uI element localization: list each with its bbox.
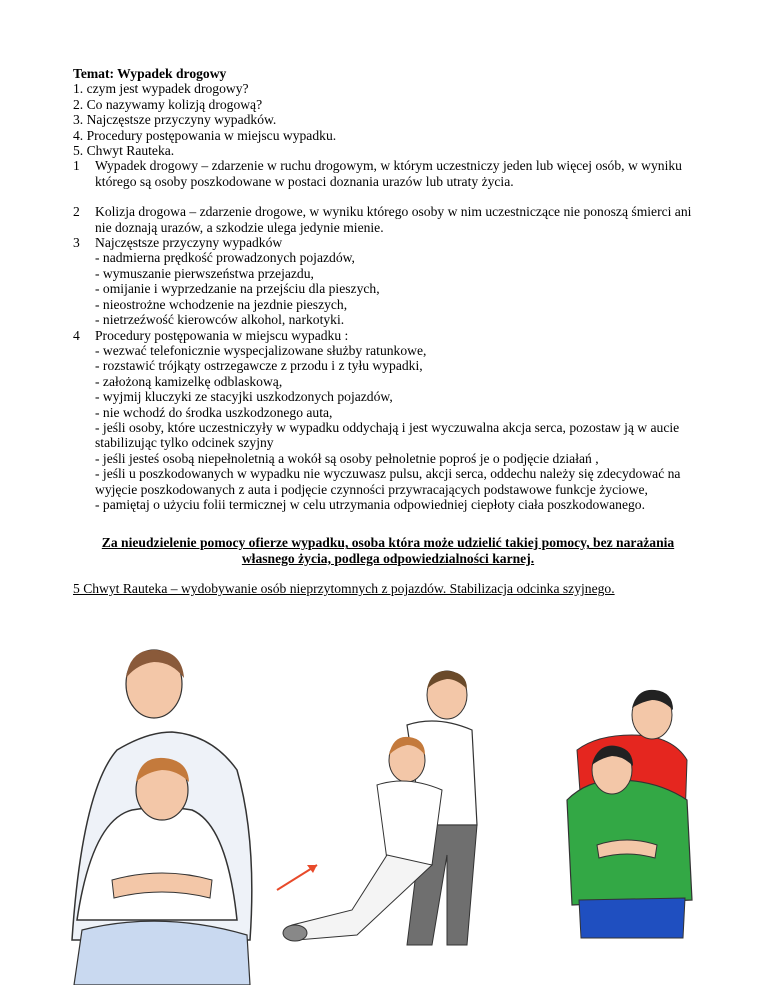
definition-text: Wypadek drogowy – zdarzenie w ruchu drogowym, w którym uczestniczy jeden lub więcej osób, w wyniku którego są osoby poszkodowane w postaci doznania urazów lub utraty życia.	[95, 158, 682, 189]
item-number: 1	[73, 158, 80, 174]
causes-section	[73, 235, 703, 327]
list-item: - nie wchodź do środka uszkodzonego auta,	[95, 404, 333, 420]
list-item: - jeśli u poszkodowanych w wypadku nie wyczuwasz pulsu, akcji serca, oddechu należy się zdecydować na wyjęcie poszkodowanych z auta i podjęcie czynności przywracających podstawowe funkcje życiowe,	[95, 466, 681, 497]
list-item: - rozstawić trójkąty ostrzegawcze z przodu i z tyłu wypadki,	[95, 358, 423, 374]
toc-item: 3. Najczęstsze przyczyny wypadków.	[73, 112, 277, 128]
procedures-section	[73, 328, 703, 513]
neck-stabilization-illustration	[557, 680, 702, 940]
rautek-illustrations	[62, 640, 702, 990]
toc-list	[73, 81, 703, 158]
toc-item: 1. czym jest wypadek drogowy?	[73, 81, 249, 97]
legal-notice: Za nieudzielenie pomocy ofierze wypadku, osoba która może udzielić takiej pomocy, bez narażania własnego życia, podlega odpowiedzialności karnej.	[101, 535, 675, 566]
item-number: 3	[73, 235, 80, 251]
toc-item: 5. Chwyt Rauteka.	[73, 143, 175, 159]
document-body	[73, 66, 703, 597]
list-item: - pamiętaj o użyciu folii termicznej w celu utrzymania odpowiedniej ciepłoty ciała poszkodowanego.	[95, 496, 645, 512]
procedures-heading: Procedury postępowania w miejscu wypadku :	[95, 327, 349, 343]
toc-item: 2. Co nazywamy kolizją drogową?	[73, 96, 263, 112]
causes-heading: Najczęstsze przyczyny wypadków	[95, 235, 283, 251]
item-number: 4	[73, 327, 80, 343]
rautek-grip-illustration	[62, 640, 262, 985]
rautek-section-heading: 5 Chwyt Rauteka – wydobywanie osób nieprzytomnych z pojazdów. Stabilizacja odcinka szyjnego.	[73, 581, 615, 597]
item-number: 2	[73, 204, 80, 220]
definition-collision	[73, 204, 703, 235]
list-item: - wezwać telefonicznie wyspecjalizowane służby ratunkowe,	[95, 342, 427, 358]
definition-text: Kolizja drogowa – zdarzenie drogowe, w wyniku którego osoby w nim uczestniczące nie ponoszą śmierci ani nie doznają urazów, a szkodzie ulega jedynie mienie.	[95, 204, 692, 235]
list-item: - nadmierna prędkość prowadzonych pojazdów,	[95, 250, 355, 266]
list-item: - wyjmij kluczyki ze stacyjki uszkodzonych pojazdów,	[95, 389, 393, 405]
list-item: - jeśli jesteś osobą niepełnoletnią a wokół są osoby pełnoletnie poproś je o podjęcie działań ,	[95, 450, 599, 466]
definition-accident	[73, 158, 703, 189]
document-title: Temat: Wypadek drogowy	[73, 66, 227, 81]
list-item: - nieostrożne wchodzenie na jezdnie pieszych,	[95, 296, 348, 312]
toc-item: 4. Procedury postępowania w miejscu wypadku.	[73, 127, 337, 143]
list-item: - omijanie i wyprzedzanie na przejściu dla pieszych,	[95, 281, 380, 297]
list-item: - założoną kamizelkę odblaskową,	[95, 373, 283, 389]
list-item: - jeśli osoby, które uczestniczyły w wypadku oddychają i jest wyczuwalna akcja serca, pozostaw ją w aucie stabilizując tylko odcinek szyjny	[95, 419, 680, 451]
list-item: - wymuszanie pierwszeństwa przejazdu,	[95, 265, 314, 281]
victim-drag-illustration	[257, 655, 517, 985]
list-item: - nietrzeźwość kierowców alkohol, narkotyki.	[95, 312, 345, 328]
